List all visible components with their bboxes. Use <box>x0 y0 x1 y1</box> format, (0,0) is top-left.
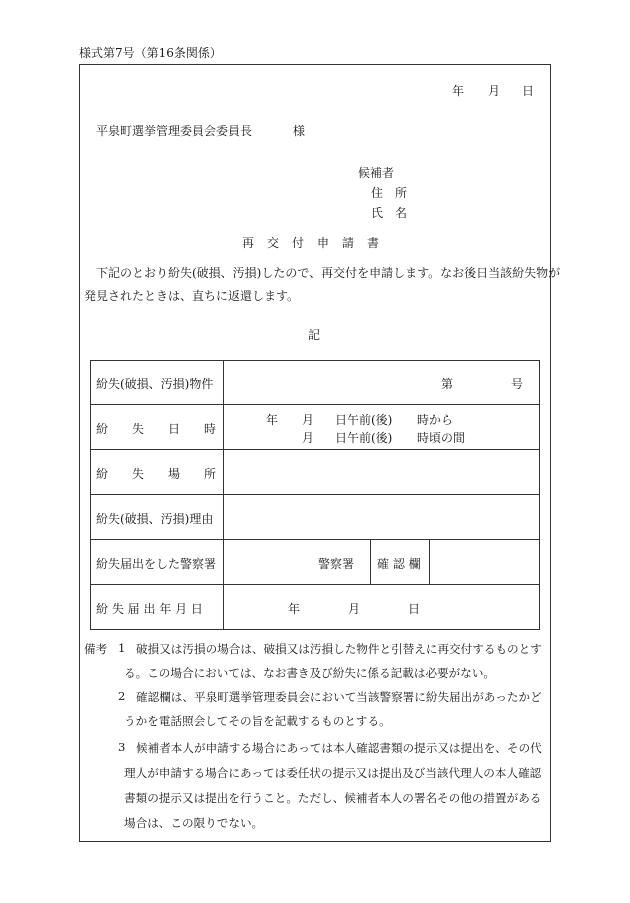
intro-line-1: 下記のとおり紛失(破損、汚損)したので、再交付を申請します。なお後日当該紛失物が <box>96 266 561 280</box>
note-2-number: 2 <box>118 689 126 703</box>
row-report-date-label: 紛 失 届 出 年 月 日 <box>96 602 203 616</box>
cell-divider <box>429 539 430 584</box>
datetime-day-ampm-2: 日午前(後) <box>335 431 393 445</box>
document-title: 再交付申請書 <box>242 236 393 250</box>
note-3-line-1: 候補者本人が申請する場合にあっては本人確認書類の提示又は提出を、その代 <box>136 741 542 755</box>
row-separator <box>90 539 540 540</box>
note-3-line-2: 理人が申請する場合にあっては委任状の提示又は提出及び当該代理人の本人確認 <box>124 766 542 780</box>
note-3-number: 3 <box>118 740 126 754</box>
datetime-from: 時から <box>417 413 454 427</box>
datetime-until: 時頃の間 <box>417 431 466 445</box>
row-item-label: 紛失(破損、汚損)物件 <box>96 377 214 391</box>
notes-heading: 備考 <box>84 642 108 656</box>
row-item-dai: 第 <box>441 377 454 391</box>
datetime-month-2: 月 <box>302 431 315 445</box>
note-2-line-2: うかを電話照会してその旨を記載するものとする。 <box>124 714 391 728</box>
note-1-line-2: る。この場合においては、なお書き及び紛失に係る記載は必要がない。 <box>124 666 496 680</box>
date-day: 日 <box>522 84 535 98</box>
row-separator <box>90 449 540 450</box>
police-station: 警察署 <box>318 557 355 571</box>
datetime-day-ampm: 日午前(後) <box>335 413 393 427</box>
row-reason-label: 紛失(破損、汚損)理由 <box>96 512 214 526</box>
addressee-name: 平泉町選挙管理委員会委員長 <box>96 124 253 138</box>
form-label: 様式第7号（第16条関係） <box>79 46 222 60</box>
report-day: 日 <box>408 602 421 616</box>
note-1-line-1: 破損又は汚損の場合は、破損又は汚損した物件と引替えに再交付するものとす <box>136 642 542 656</box>
details-table <box>90 360 540 630</box>
report-month: 月 <box>348 602 361 616</box>
report-year: 年 <box>288 602 301 616</box>
intro-line-2: 発見されたときは、直ちに返還します。 <box>84 289 300 303</box>
applicant-address-label: 住 所 <box>371 186 408 200</box>
row-separator <box>90 494 540 495</box>
note-3-line-4: 場合は、この限りでない。 <box>124 816 264 830</box>
note-2-line-1: 確認欄は、平泉町選挙管理委員会において当該警察署に紛失届出があったかど <box>136 690 542 704</box>
applicant-label: 候補者 <box>358 166 395 180</box>
date-year: 年 <box>452 84 465 98</box>
row-separator <box>90 404 540 405</box>
row-separator <box>90 584 540 585</box>
datetime-year: 年 <box>266 413 279 427</box>
note-3-line-3: 書類の提示又は提出を行うこと。ただし、候補者本人の署名その他の措置がある <box>124 791 542 805</box>
date-month: 月 <box>488 84 501 98</box>
addressee-honorific: 様 <box>293 124 306 138</box>
row-place-label: 紛 失 場 所 <box>96 467 217 481</box>
confirm-field-label: 確 認 欄 <box>377 557 421 571</box>
note-1-number: 1 <box>118 641 126 655</box>
applicant-name-label: 氏 名 <box>371 206 408 220</box>
cell-divider <box>370 539 371 584</box>
datetime-month: 月 <box>302 413 315 427</box>
row-police-label: 紛失届出をした警察署 <box>96 557 217 571</box>
row-datetime-label: 紛 失 日 時 <box>96 422 217 436</box>
table-divider <box>223 360 224 630</box>
row-item-go: 号 <box>511 377 524 391</box>
ki-mark: 記 <box>308 328 321 342</box>
